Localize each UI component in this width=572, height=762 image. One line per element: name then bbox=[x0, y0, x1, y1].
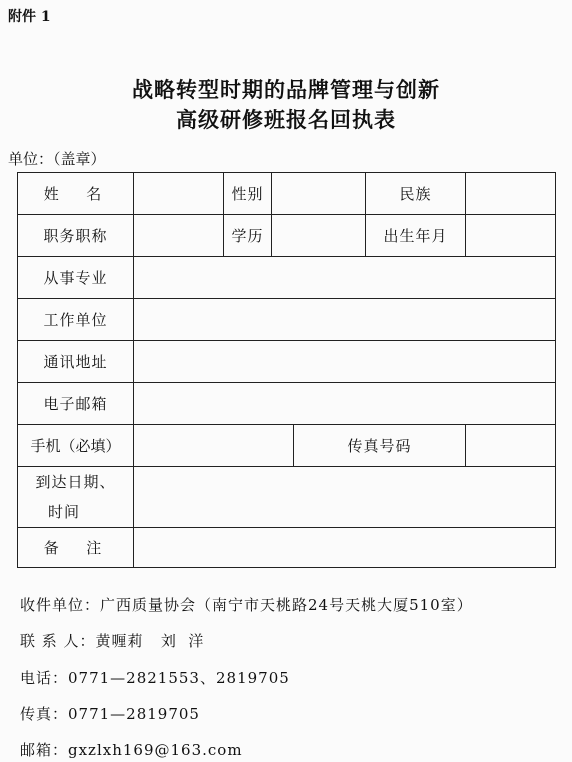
form-title-line1: 战略转型时期的品牌管理与创新 bbox=[132, 77, 440, 102]
table-row bbox=[18, 215, 556, 257]
receiver-line: 收件单位：广西质量协会（南宁市天桃路24号天桃大厦510室） bbox=[20, 596, 473, 614]
name-field[interactable] bbox=[134, 173, 224, 215]
table-row bbox=[18, 341, 556, 383]
arrival-label-line2: 时间 bbox=[48, 503, 81, 521]
contact-line: 联 系 人：黄喱莉 刘 洋 bbox=[20, 632, 205, 650]
workplace-field[interactable] bbox=[134, 299, 556, 341]
position-label: 职务职称 bbox=[18, 215, 134, 257]
table-row bbox=[18, 467, 556, 528]
gender-field[interactable] bbox=[272, 173, 366, 215]
table-row bbox=[18, 528, 556, 568]
table-row bbox=[18, 383, 556, 425]
email-line: 邮箱：gxzlxh169@163.com bbox=[20, 741, 243, 759]
registration-form-table bbox=[17, 172, 556, 568]
ethnicity-field[interactable] bbox=[466, 173, 556, 215]
table-row bbox=[18, 425, 556, 467]
arrival-label-line1: 到达日期、 bbox=[35, 473, 116, 491]
profession-field[interactable] bbox=[134, 257, 556, 299]
remarks-field[interactable] bbox=[134, 528, 556, 568]
fax-line: 传真：0771—2819705 bbox=[20, 705, 200, 723]
fax-label: 传真号码 bbox=[294, 425, 466, 467]
table-row bbox=[18, 257, 556, 299]
remarks-label: 备 注 bbox=[18, 528, 134, 568]
name-label: 姓 名 bbox=[18, 173, 134, 215]
address-field[interactable] bbox=[134, 341, 556, 383]
phone-line: 电话：0771—2821553、2819705 bbox=[20, 669, 290, 687]
education-label: 学历 bbox=[224, 215, 272, 257]
table-row bbox=[18, 299, 556, 341]
fax-field[interactable] bbox=[466, 425, 556, 467]
education-field[interactable] bbox=[272, 215, 366, 257]
profession-label: 从事专业 bbox=[18, 257, 134, 299]
birth-label: 出生年月 bbox=[366, 215, 466, 257]
unit-label: 单位：（盖章） bbox=[8, 150, 106, 168]
workplace-label: 工作单位 bbox=[18, 299, 134, 341]
form-title-line2: 高级研修班报名回执表 bbox=[176, 107, 396, 132]
address-label: 通讯地址 bbox=[18, 341, 134, 383]
arrival-label bbox=[18, 467, 134, 528]
gender-label: 性别 bbox=[224, 173, 272, 215]
email-field[interactable] bbox=[134, 383, 556, 425]
attachment-label: 附件 1 bbox=[8, 9, 51, 25]
arrival-field[interactable] bbox=[134, 467, 556, 528]
table-row bbox=[18, 173, 556, 215]
position-field[interactable] bbox=[134, 215, 224, 257]
phone-label: 手机（必填） bbox=[18, 425, 134, 467]
email-label: 电子邮箱 bbox=[18, 383, 134, 425]
birth-field[interactable] bbox=[466, 215, 556, 257]
phone-field[interactable] bbox=[134, 425, 294, 467]
ethnicity-label: 民族 bbox=[366, 173, 466, 215]
